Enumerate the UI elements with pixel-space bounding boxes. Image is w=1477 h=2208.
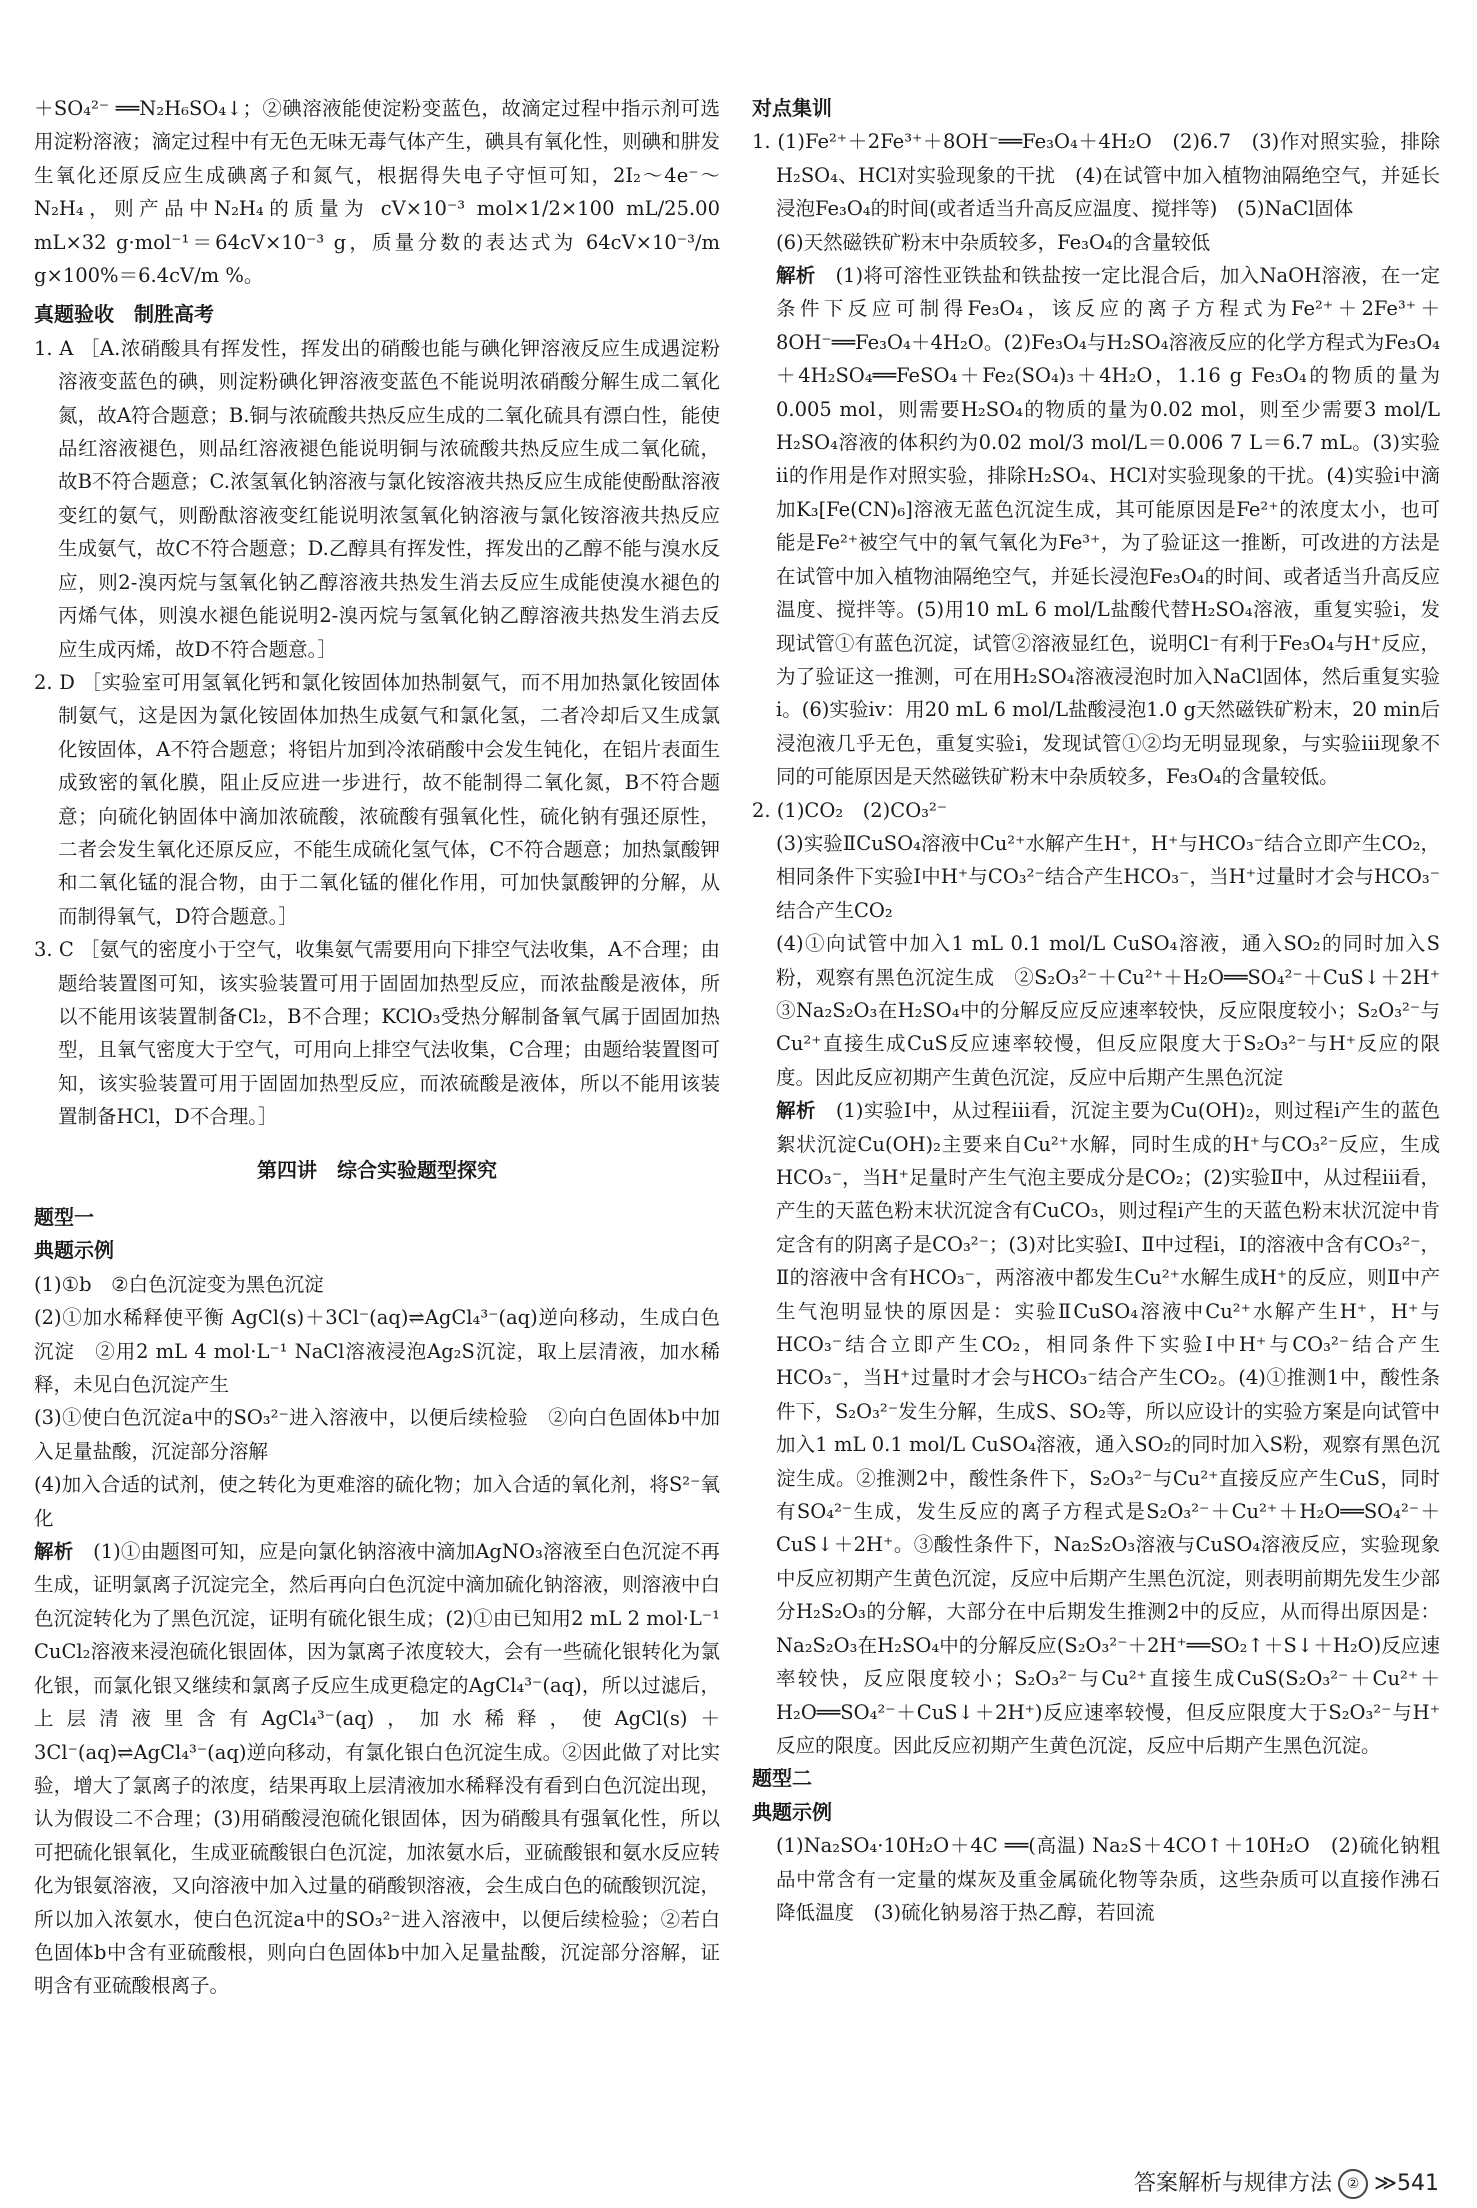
example-heading: 典题示例 bbox=[752, 1799, 832, 1824]
q1-answer: 1. (1)Fe²⁺＋2Fe³⁺＋8OH⁻══Fe₃O₄＋4H₂O (2)6.7 (3)作对照实验，排除H₂SO₄、HCl对实验现象的干扰 (4)在试管中加入植物油隔绝空气，并延长浸泡Fe₃O₄的时间(或者适当升高反应温度、搅拌等) (5)NaCl固体 bbox=[752, 130, 1440, 221]
q2-answer-line: (4)①向试管中加入1 mL 0.1 mol/L CuSO₄溶液，通入SO₂的同时加入S粉，观察有黑色沉淀生成 ②S₂O₃²⁻＋Cu²⁺＋H₂O══SO₄²⁻＋CuS↓＋2H⁺ ③Na₂S₂O₃在H₂SO₄中的分解反应反应速率较快，反应限度较小；S₂O₃²⁻与Cu²⁺直接生成CuS反应速率较慢，但反应限度大于S₂O₃²⁻与H⁺反应的限度。因此反应初期产生黄色沉淀，反应中后期产生黑色沉淀 bbox=[776, 932, 1460, 1089]
section-title-zhenti: 真题验收 制胜高考 bbox=[34, 302, 214, 327]
left-column bbox=[34, 92, 720, 2003]
q2-analysis bbox=[752, 1094, 1440, 1762]
analysis-text: (1)①由题图可知，应是向氯化钠溶液中滴加AgNO₃溶液至白色沉淀不再生成，证明氯离子沉淀完全，然后再向白色沉淀中滴加硫化钠溶液，则溶液中白色沉淀转化为了黑色沉淀，证明有硫化银生成；(2)①由已知用2 mL 2 mol·L⁻¹ CuCl₂溶液来浸泡硫化银固体，因为氯离子浓度较大，会有一些硫化银转化为氯化银，而氯化银又继续和氯离子反应生成更稳定的AgCl₄³⁻(aq)，所以过滤后，上层清液里含有AgCl₄³⁻(aq)，加水稀释，使AgCl(s)＋3Cl⁻(aq)⇌AgCl₄³⁻(aq)逆向移动，有氯化银白色沉淀生成。②因此做了对比实验，增大了氯离子的浓度，结果再取上层清液加水稀释没有看到白色沉淀出现，认为假设二不合理；(3)用硝酸浸泡硫化银固体，因为硝酸具有强氧化性，所以可把硫化银氧化，生成亚硫酸银白色沉淀，加浓氨水后，亚硫酸银和氨水反应转化为银氨溶液，又向溶液中加入过量的硝酸钡溶液，会生成白色的硫酸钡沉淀，所以加入浓氨水，使白色沉淀a中的SO₃²⁻进入溶液中，以便后续检验；②若白色固体b中含有亚硫酸根，则向白色固体b中加入足量盐酸，沉淀部分溶解，证明含有亚硫酸根离子。 bbox=[34, 1540, 720, 1998]
type-one-heading: 题型一 bbox=[34, 1205, 94, 1229]
q1-analysis bbox=[752, 259, 1440, 794]
analysis-text: (1)将可溶性亚铁盐和铁盐按一定比混合后，加入NaOH溶液，在一定条件下反应可制得Fe₃O₄，该反应的离子方程式为Fe²⁺＋2Fe³⁺＋8OH⁻══Fe₃O₄＋4H₂O。(2)Fe₃O₄与H₂SO₄溶液反应的化学方程式为Fe₃O₄＋4H₂SO₄══FeSO₄＋Fe₂(SO₄)₃＋4H₂O，1.16 g Fe₃O₄的物质的量为0.005 mol，则需要H₂SO₄的物质的量为0.02 mol，则至少需要3 mol/L H₂SO₄溶液的体积约为0.02 mol/3 mol/L＝0.006 7 L＝6.7 mL。(3)实验ii的作用是作对照实验，排除H₂SO₄、HCl对实验现象的干扰。(4)实验i中滴加K₃[Fe(CN)₆]溶液无蓝色沉淀生成，其可能原因是Fe²⁺的浓度太小，也可能是Fe²⁺被空气中的氧气氧化为Fe³⁺，为了验证这一推断，可改进的方法是在试管中加入植物油隔绝空气，并延长浸泡Fe₃O₄的时间、或者适当升高反应温度、搅拌等。(5)用10 mL 6 mol/L盐酸代替H₂SO₄溶液，重复实验i，发现试管①有蓝色沉淀，试管②溶液显红色，说明Cl⁻有利于Fe₃O₄与H⁺反应，为了验证这一推测，可在用H₂SO₄溶液浸泡时加入NaCl固体，然后重复实验i。(6)实验iv：用20 mL 6 mol/L盐酸浸泡1.0 g天然磁铁矿粉末，20 min后浸泡液几乎无色，重复实验i，发现试管①②均无明显现象，与实验iii现象不同的可能原因是天然磁铁矿粉末中杂质较多，Fe₃O₄的含量较低。 bbox=[776, 264, 1440, 789]
right-column bbox=[752, 92, 1460, 1929]
type-two-heading: 题型二 bbox=[752, 1766, 812, 1791]
example-heading: 典题示例 bbox=[34, 1238, 114, 1263]
footer-badge: ② bbox=[1338, 2169, 1368, 2199]
analysis-text: (1)实验Ⅰ中，从过程iii看，沉淀主要为Cu(OH)₂，则过程i产生的蓝色絮状沉淀Cu(OH)₂主要来自Cu²⁺水解，同时生成的H⁺与CO₃²⁻反应，生成HCO₃⁻，当H⁺足量时产生气泡主要成分是CO₂；(2)实验Ⅱ中，从过程iii看，产生的天蓝色粉末状沉淀含有CuCO₃，则过程i产生的天蓝色粉末状沉淀中肯定含有的阴离子是CO₃²⁻；(3)对比实验Ⅰ、Ⅱ中过程i，Ⅰ的溶液中含有CO₃²⁻，Ⅱ的溶液中含有HCO₃⁻，两溶液中都发生Cu²⁺水解生成H⁺的反应，则Ⅱ中产生气泡明显快的原因是：实验ⅡCuSO₄溶液中Cu²⁺水解产生H⁺，H⁺与HCO₃⁻结合立即产生CO₂，相同条件下实验Ⅰ中H⁺与CO₃²⁻结合产生HCO₃⁻，当H⁺过量时才会与HCO₃⁻结合产生CO₂。(4)①推测1中，酸性条件下，S₂O₃²⁻发生分解，生成S、SO₂等，所以应设计的实验方案是向试管中加入1 mL 0.1 mol/L CuSO₄溶液，通入SO₂的同时加入S粉，观察有黑色沉淀生成。②推测2中，酸性条件下，S₂O₃²⁻与Cu²⁺直接反应产生CuS，同时有SO₄²⁻生成，发生反应的离子方程式是S₂O₃²⁻＋Cu²⁺＋H₂O══SO₄²⁻＋CuS↓＋2H⁺。③酸性条件下，Na₂S₂O₃溶液与CuSO₄溶液反应，实验现象中反应初期产生黄色沉淀，反应中后期产生黑色沉淀，则表明前期先发生少部分H₂S₂O₃的分解，大部分在中后期发生推测2中的反应，从而得出原因是：Na₂S₂O₃在H₂SO₄中的分解反应(S₂O₃²⁻＋2H⁺══SO₂↑＋S↓＋H₂O)反应速率较快，反应限度较小；S₂O₃²⁻与Cu²⁺直接生成CuS(S₂O₃²⁻＋Cu²⁺＋H₂O══SO₄²⁻＋CuS↓＋2H⁺)反应速率较慢，但反应限度大于S₂O₃²⁻与H⁺反应的限度。因此反应初期产生黄色沉淀，反应中后期产生黑色沉淀。 bbox=[776, 1099, 1440, 1757]
top-paragraph: ＋SO₄²⁻ ══N₂H₆SO₄↓；②碘溶液能使淀粉变蓝色，故滴定过程中指示剂可选用淀粉溶液；滴定过程中有无色无味无毒气体产生，碘具有氧化性，则碘和肼发生氧化还原反应生成碘离子和氮气，根据得失电子守恒可知，2I₂～4e⁻～N₂H₄，则产品中N₂H₄的质量为 cV×10⁻³ mol×1/2×100 mL/25.00 mL×32 g·mol⁻¹＝64cV×10⁻³ g，质量分数的表达式为 64cV×10⁻³/m g×100%＝6.4cV/m %。 bbox=[34, 97, 720, 288]
page-number: ≫541 bbox=[1373, 2171, 1439, 2196]
footer-title: 答案解析与规律方法 bbox=[1133, 2171, 1332, 2196]
analysis-label: 解析 bbox=[776, 264, 816, 288]
q2-answer-line: 2. (1)CO₂ (2)CO₃²⁻ bbox=[752, 798, 948, 822]
section-title-duidian: 对点集训 bbox=[752, 96, 832, 120]
q1-answer-6: (6)天然磁铁矿粉末中杂质较多，Fe₃O₄的含量较低 bbox=[776, 230, 1211, 254]
answer-item-2: 2. D ［实验室可用氢氧化钙和氯化铵固体加热制氨气，而不用加热氯化铵固体制氨气，这是因为氯化铵固体加热生成氨气和氯化氢，二者冷却后又生成氯化铵固体，A不符合题意；将铝片加到冷浓硝酸中会发生钝化，在铝片表面生成致密的氧化膜，阻止反应进一步进行，故不能制得二氧化氮，B不符合题意；向硫化钠固体中滴加浓硫酸，浓硫酸有强氧化性，硫化钠有强还原性，二者会发生氧化还原反应，不能生成硫化氢气体，C不符合题意；加热氯酸钾和二氧化锰的混合物，由于二氧化锰的催化作用，可加快氯酸钾的分解，从而制得氧气，D符合题意。］ bbox=[34, 670, 720, 928]
answer-item-1: 1. A ［A.浓硝酸具有挥发性，挥发出的硝酸也能与碘化钾溶液反应生成遇淀粉溶液变蓝色的碘，则淀粉碘化钾溶液变蓝色不能说明浓硝酸分解生成二氧化氮，故A符合题意；B.铜与浓硫酸共热反应生成的二氧化硫具有漂白性，能使品红溶液褪色，则品红溶液褪色能说明铜与浓硫酸共热反应生成二氧化硫，故B不符合题意；C.浓氢氧化钠溶液与氯化铵溶液共热反应生成能使酚酞溶液变红的氨气，则酚酞溶液变红能说明浓氢氧化钠溶液与氯化铵溶液共热反应生成氨气，故C不符合题意；D.乙醇具有挥发性，挥发出的乙醇不能与溴水反应，则2-溴丙烷与氢氧化钠乙醇溶液共热发生消去反应生成能使溴水褪色的丙烯气体，则溴水褪色能说明2-溴丙烷与氢氧化钠乙醇溶液共热发生消去反应生成丙烯，故D不符合题意。］ bbox=[34, 336, 720, 661]
example-line: (1)①b ②白色沉淀变为黑色沉淀 bbox=[34, 1272, 324, 1296]
analysis-paragraph bbox=[34, 1535, 720, 2003]
answer-item-3: 3. C ［氨气的密度小于空气，收集氨气需要用向下排空气法收集，A不合理；由题给装置图可知，该实验装置可用于固固加热型反应，而浓盐酸是液体，所以不能用该装置制备Cl₂，B不合理；KClO₃受热分解制备氧气属于固固加热型，且氧气密度大于空气，可用向上排空气法收集，C合理；由题给装置图可知，该实验装置可用于固固加热型反应，而浓硫酸是液体，所以不能用该装置制备HCl，D不合理。］ bbox=[34, 938, 720, 1129]
example-line: (2)①加水稀释使平衡 AgCl(s)＋3Cl⁻(aq)⇌AgCl₄³⁻(aq)逆向移动，生成白色沉淀 ②用2 mL 4 mol·L⁻¹ NaCl溶液浸泡Ag₂S沉淀，取上层清液，加水稀释，未见白色沉淀产生 bbox=[34, 1306, 720, 1397]
example-line: (4)加入合适的试剂，使之转化为更难溶的硫化物；加入合适的氧化剂，将S²⁻氧化 bbox=[34, 1473, 720, 1530]
page-footer bbox=[1134, 2166, 1439, 2199]
example-line: (3)①使白色沉淀a中的SO₃²⁻进入溶液中，以便后续检验 ②向白色固体b中加入足量盐酸，沉淀部分溶解 bbox=[34, 1406, 720, 1463]
analysis-label: 解析 bbox=[34, 1540, 74, 1564]
example2-text: (1)Na₂SO₄·10H₂O＋4C ══(高温) Na₂S＋4CO↑＋10H₂O (2)硫化钠粗品中常含有一定量的煤灰及重金属硫化物等杂质，这些杂质可以直接作沸石 降低温度 (3)硫化钠易溶于热乙醇，若回流 bbox=[776, 1834, 1460, 1924]
q2-answer-line: (3)实验ⅡCuSO₄溶液中Cu²⁺水解产生H⁺，H⁺与HCO₃⁻结合立即产生CO₂，相同条件下实验Ⅰ中H⁺与CO₃²⁻结合产生HCO₃⁻，当H⁺过量时才会与HCO₃⁻结合产生CO₂ bbox=[776, 831, 1440, 922]
analysis-label: 解析 bbox=[776, 1099, 816, 1123]
lecture-title: 第四讲 综合实验题型探究 bbox=[257, 1157, 497, 1182]
